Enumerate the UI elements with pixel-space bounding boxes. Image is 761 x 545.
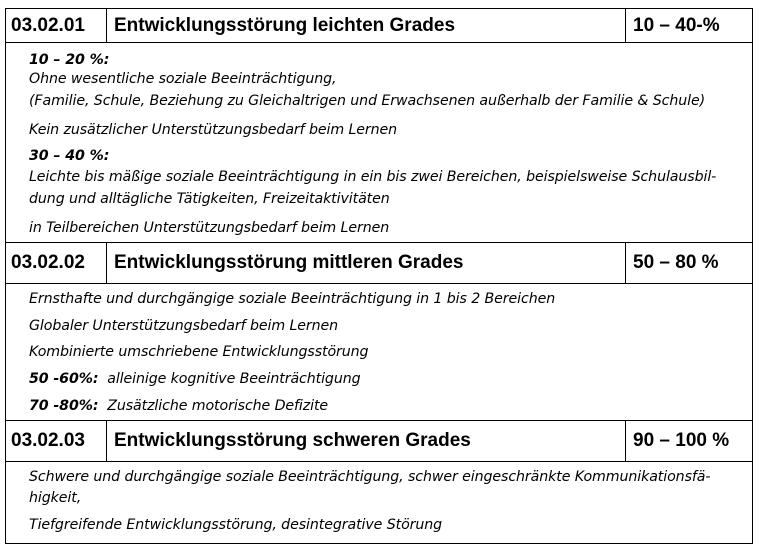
body-line: Ernsthafte und durchgängige soziale Beeinträchtigung in 1 bis 2 Bereichen	[29, 291, 556, 307]
body-line: Ohne wesentliche soziale Beeinträchtigung,	[29, 71, 337, 87]
section-header-03-02-01	[5, 8, 753, 43]
body-line: dung und alltägliche Tätigkeiten, Freizeitaktivitäten	[29, 191, 390, 207]
section-body-03-02-01	[5, 42, 753, 242]
body-line: Leichte bis mäßige soziale Beeinträchtigung in ein bis zwei Bereichen, beispielsweise Schulausbil-	[29, 169, 717, 185]
body-line: 10 – 20 %:	[29, 52, 110, 68]
body-line: in Teilbereichen Unterstützungsbedarf beim Lernen	[29, 220, 390, 236]
body-line: Schwere und durchgängige soziale Beeinträchtigung, schwer eingeschränkte Kommunikationsfä-	[29, 469, 711, 485]
body-line: Globaler Unterstützungsbedarf beim Lernen	[29, 318, 339, 334]
section-code: 03.02.01	[6, 9, 107, 42]
section-title: Entwicklungsstörung mittleren Grades	[107, 243, 626, 283]
section-percent: 90 – 100 %	[633, 430, 730, 451]
section-percent: 10 – 40-%	[633, 14, 720, 36]
section-title: Entwicklungsstörung schweren Grades	[107, 421, 626, 461]
section-body-03-02-03	[5, 462, 753, 544]
section-body-03-02-02	[5, 284, 753, 420]
section-percent: 50 – 80 %	[633, 252, 719, 273]
body-line: Kombinierte umschriebene Entwicklungsstörung	[29, 344, 369, 360]
section-header-03-02-03	[5, 420, 753, 462]
body-line: (Familie, Schule, Beziehung zu Gleichaltrigen und Erwachsenen außerhalb der Familie & Schule)	[29, 93, 706, 109]
section-title: Entwicklungsstörung leichten Grades	[107, 9, 626, 42]
section-code: 03.02.03	[6, 421, 107, 461]
section-header-03-02-02	[5, 242, 753, 284]
body-line: Kein zusätzlicher Unterstützungsbedarf beim Lernen	[29, 122, 398, 138]
body-line: Tiefgreifende Entwicklungsstörung, desintegrative Störung	[29, 517, 443, 533]
section-code: 03.02.02	[6, 243, 107, 283]
body-line: 50 -60%: alleinige kognitive Beeinträchtigung	[29, 371, 361, 387]
body-line: higkeit,	[29, 490, 82, 506]
body-line: 70 -80%: Zusätzliche motorische Defizite	[29, 398, 329, 414]
body-line: 30 – 40 %:	[29, 148, 110, 164]
